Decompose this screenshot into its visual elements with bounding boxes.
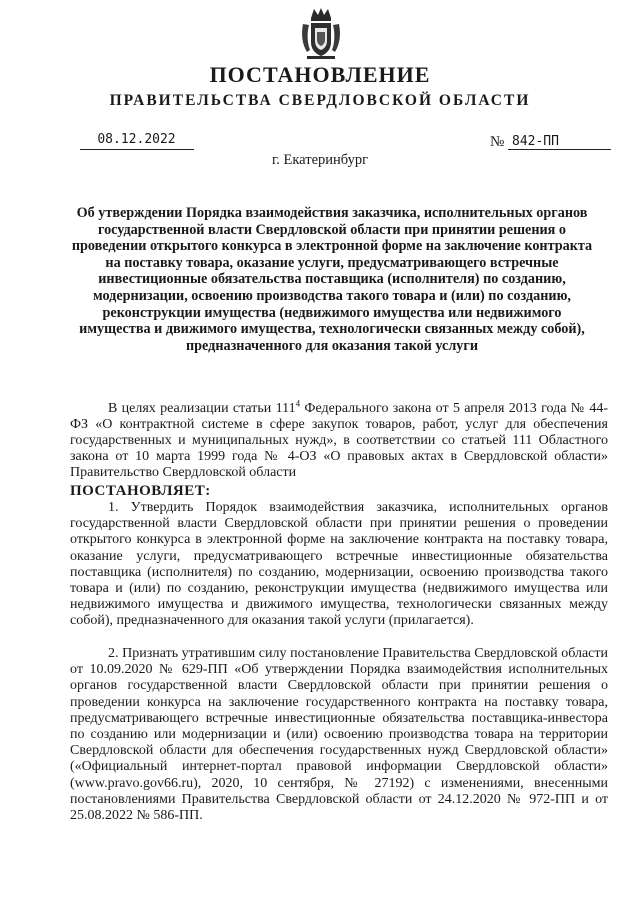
date-underline (80, 149, 194, 150)
preamble-superscript: 4 (295, 398, 301, 409)
coat-of-arms-icon (299, 6, 343, 62)
document-number: 842-ПП (512, 134, 559, 149)
resolve-heading: ПОСТАНОВЛЯЕТ: (70, 483, 211, 499)
preamble-text-end: Федерального закона от 5 апреля 2013 года № 44-ФЗ «О контрактной системе в сфере закупок товаров, работ, услуг для обеспечения государственных и муниципальных нужд», в соответствии со статьей 111 Областного закона от 10 марта 1999 года № 4-ОЗ «О правовых актах в Свердловской области» Правительство Свердловской области (70, 401, 608, 480)
number-underline (508, 149, 611, 150)
resolution-item-2: 2. Признать утратившим силу постановление Правительства Свердловской области от 10.09.2020 № 629-ПП «Об утверждении Порядка взаимодействия исполнительных органов государственной власти Свердловской области при принятии решения о проведении конкурса на заключение государственного контракта на поставку товара, предусматривающего встречные инвестиционные обязательства поставщика-инвестора по созданию или модернизации и (или) освоению производства товара на территории Свердловской области для обеспечения государственных нужд Свердловской области» («Официальный интернет-портал правовой информации Свердловской области» (www.pravo.gov66.ru), 2020, 10 сентября, № 27192) с изменениями, внесенными постановлениями Правительства Свердловской области от 24.12.2020 № 972-ПП и от 25.08.2022 № 586-ПП. (70, 646, 608, 824)
preamble-text-start: В целях реализации статьи 111 (108, 401, 296, 416)
document-type-heading: ПОСТАНОВЛЕНИЕ (209, 62, 431, 87)
document-date: 08.12.2022 (97, 132, 176, 147)
number-sign: № (490, 134, 505, 150)
issuer-heading: ПРАВИТЕЛЬСТВА СВЕРДЛОВСКОЙ ОБЛАСТИ (109, 92, 531, 109)
document-title: Об утверждении Порядка взаимодействия заказчика, исполнительных органов государственной власти Свердловской области при принятии решения о проведении открытого конкурса в электронной форме на заключение контракта на поставку товара, оказание услуги, предусматривающего встречные инвестиционные обязательства поставщика (исполнителя) по созданию, модернизации, освоению производства такого товара и (или) по созданию, реконструкции имущества (недвижимого имущества или недвижимого имущества и движимого имущества, технологически связанных между собой), предназначенного для оказания такой услуги (71, 205, 593, 354)
preamble-paragraph (70, 398, 608, 481)
document-city: г. Екатеринбург (271, 152, 369, 168)
resolution-item-1: 1. Утвердить Порядок взаимодействия заказчика, исполнительных органов государственной власти Свердловской области при принятии решения о проведении открытого конкурса в электронной форме на заключение контракта на поставку товара, оказание услуги, предусматривающего встречные инвестиционные обязательства поставщика (исполнителя) по созданию, модернизации, освоению производства такого товара и (или) по созданию, реконструкции имущества (недвижимого имущества или недвижимого имущества и движимого имущества, технологически связанных между собой), предназначенного для оказания такой услуги (прилагается). (70, 500, 608, 629)
